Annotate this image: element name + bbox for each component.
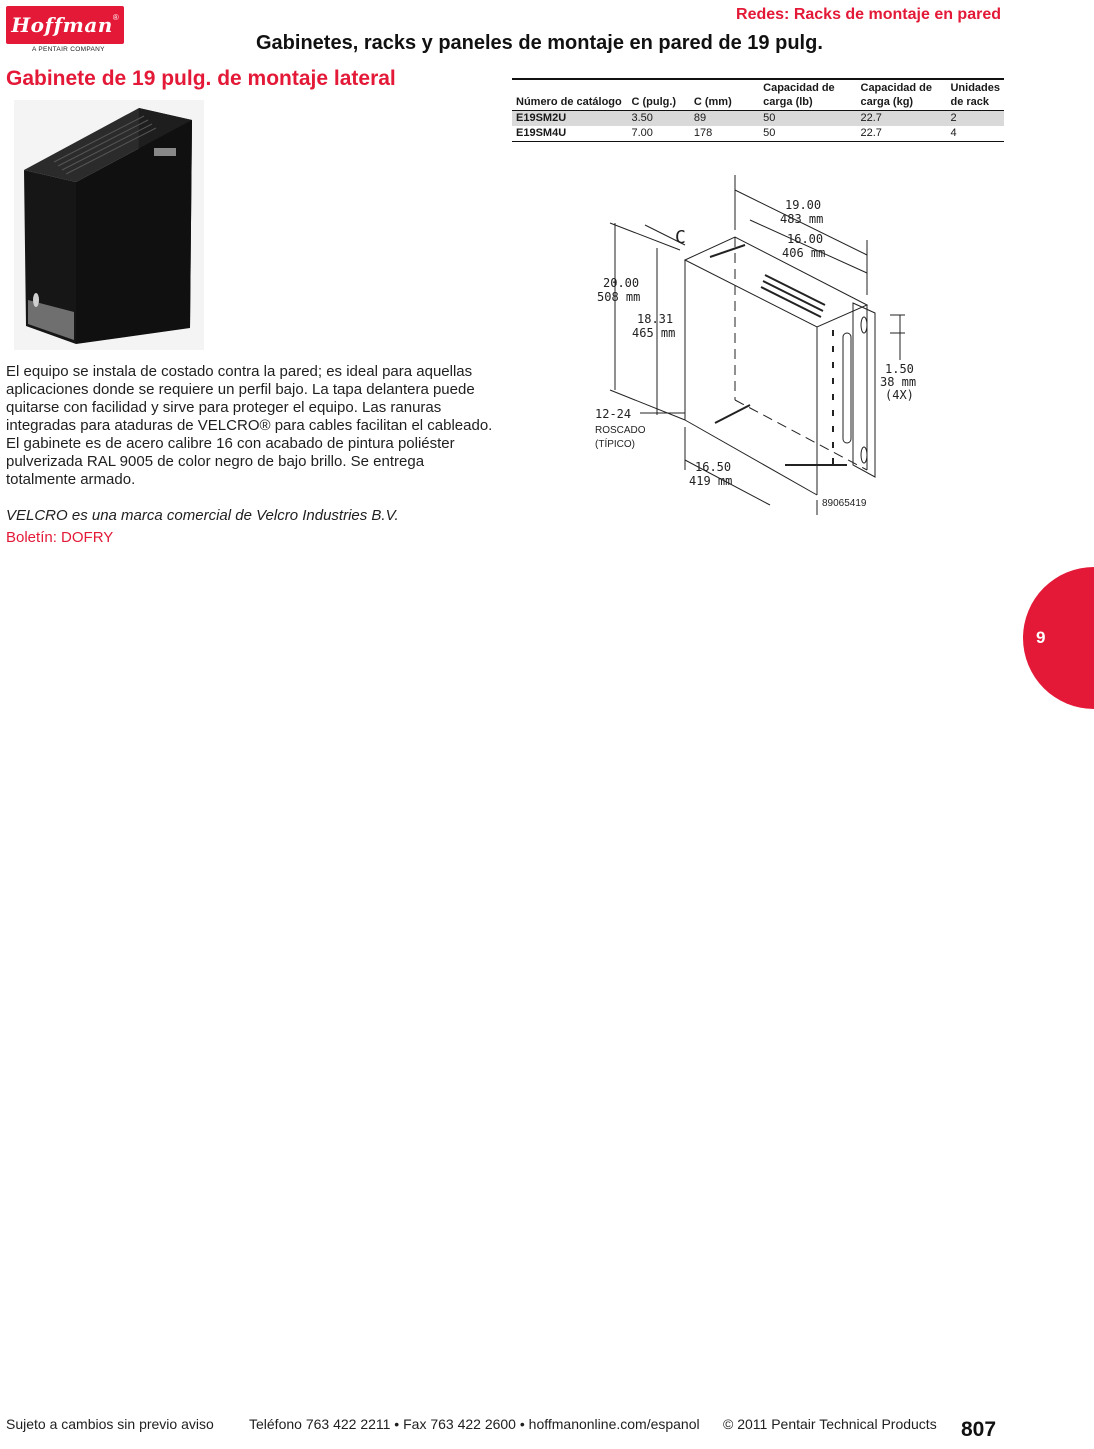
page-title: Gabinetes, racks y paneles de montaje en pared de 19 pulg.	[256, 32, 823, 54]
footer-contact: Teléfono 763 422 2211 • Fax 763 422 2600 • hoffmanonline.com/espanol	[249, 1416, 700, 1432]
product-photo	[14, 100, 204, 350]
dim-inner-height-mm: 465 mm	[632, 326, 676, 340]
footer-notice: Sujeto a cambios sin previo aviso	[6, 1416, 214, 1432]
dim-width-in: 19.00	[785, 198, 822, 212]
trademark-note: VELCRO es una marca comercial de Velcro Industries B.V.	[6, 507, 399, 524]
col-c-in: C (pulg.)	[628, 79, 690, 111]
col-load-kg: Capacidad de carga (kg)	[857, 79, 947, 111]
dim-inner-height-in: 18.31	[637, 312, 674, 326]
dimension-drawing	[585, 165, 935, 520]
catalog-number: E19SM2U	[512, 111, 628, 127]
thread-note-1: ROSCADO	[595, 425, 646, 436]
dim-label-c: C	[675, 227, 686, 248]
dim-hole-mm: 38 mm	[880, 375, 917, 389]
table-cell: 22.7	[857, 111, 947, 127]
thread-note-2: (TÍPICO)	[595, 439, 635, 450]
table-cell: 2	[946, 111, 1004, 127]
table-cell: 50	[759, 126, 856, 142]
dim-hole-in: 1.50	[885, 362, 914, 376]
dim-height-in: 20.00	[603, 276, 640, 290]
table-cell: 7.00	[628, 126, 690, 142]
logo-tagline: A PENTAIR COMPANY	[32, 46, 105, 53]
table-cell: 178	[690, 126, 759, 142]
dim-hole-qty: (4X)	[885, 388, 914, 402]
dim-height-mm: 508 mm	[597, 290, 641, 304]
table-cell: 22.7	[857, 126, 947, 142]
col-rack-units: Unidades de rack	[946, 79, 1004, 111]
dim-width-mm: 483 mm	[780, 212, 824, 226]
product-title: Gabinete de 19 pulg. de montaje lateral	[6, 67, 396, 90]
section-title: Redes: Racks de montaje en pared	[736, 6, 1001, 23]
dim-depth-mm: 419 mm	[689, 474, 733, 488]
table-cell: 3.50	[628, 111, 690, 127]
table-row	[512, 126, 1004, 142]
col-load-lb: Capacidad de carga (lb)	[759, 79, 856, 111]
col-c-mm: C (mm)	[690, 79, 759, 111]
table-cell: 89	[690, 111, 759, 127]
registered-mark: ®	[112, 12, 119, 22]
logo-brand: Hoffman	[11, 13, 113, 37]
table-cell: 50	[759, 111, 856, 127]
table-cell: 4	[946, 126, 1004, 142]
spec-header-row	[512, 79, 1004, 111]
bulletin-link[interactable]: Boletín: DOFRY	[6, 529, 114, 546]
dim-inner-width-mm: 406 mm	[782, 246, 826, 260]
thread-size: 12-24	[595, 407, 632, 421]
page-number: 807	[961, 1418, 997, 1441]
chapter-tab[interactable]	[1023, 567, 1094, 709]
table-row	[512, 111, 1004, 127]
spec-table	[512, 78, 1004, 142]
product-description: El equipo se instala de costado contra la pared; es ideal para aquellas aplicaciones donde se requiere un perfil bajo. La tapa delantera puede quitarse con facilidad y sirve para proteger el equipo. Las ranuras integradas para ataduras de VELCRO® para cables facilitan el cableado. El gabinete es de acero calibre 16 con acabado de pintura poliéster pulverizada RAL 9005 de color negro de bajo brillo. Se entrega totalmente armado.	[6, 363, 493, 488]
catalog-number: E19SM4U	[512, 126, 628, 142]
drawing-number: 89065419	[822, 498, 867, 509]
footer-copyright: © 2011 Pentair Technical Products	[723, 1416, 937, 1432]
chapter-number: 9	[1036, 628, 1046, 647]
col-catalog: Número de catálogo	[512, 79, 628, 111]
hoffman-logo	[6, 6, 124, 44]
dim-inner-width-in: 16.00	[787, 232, 824, 246]
dim-depth-in: 16.50	[695, 460, 732, 474]
